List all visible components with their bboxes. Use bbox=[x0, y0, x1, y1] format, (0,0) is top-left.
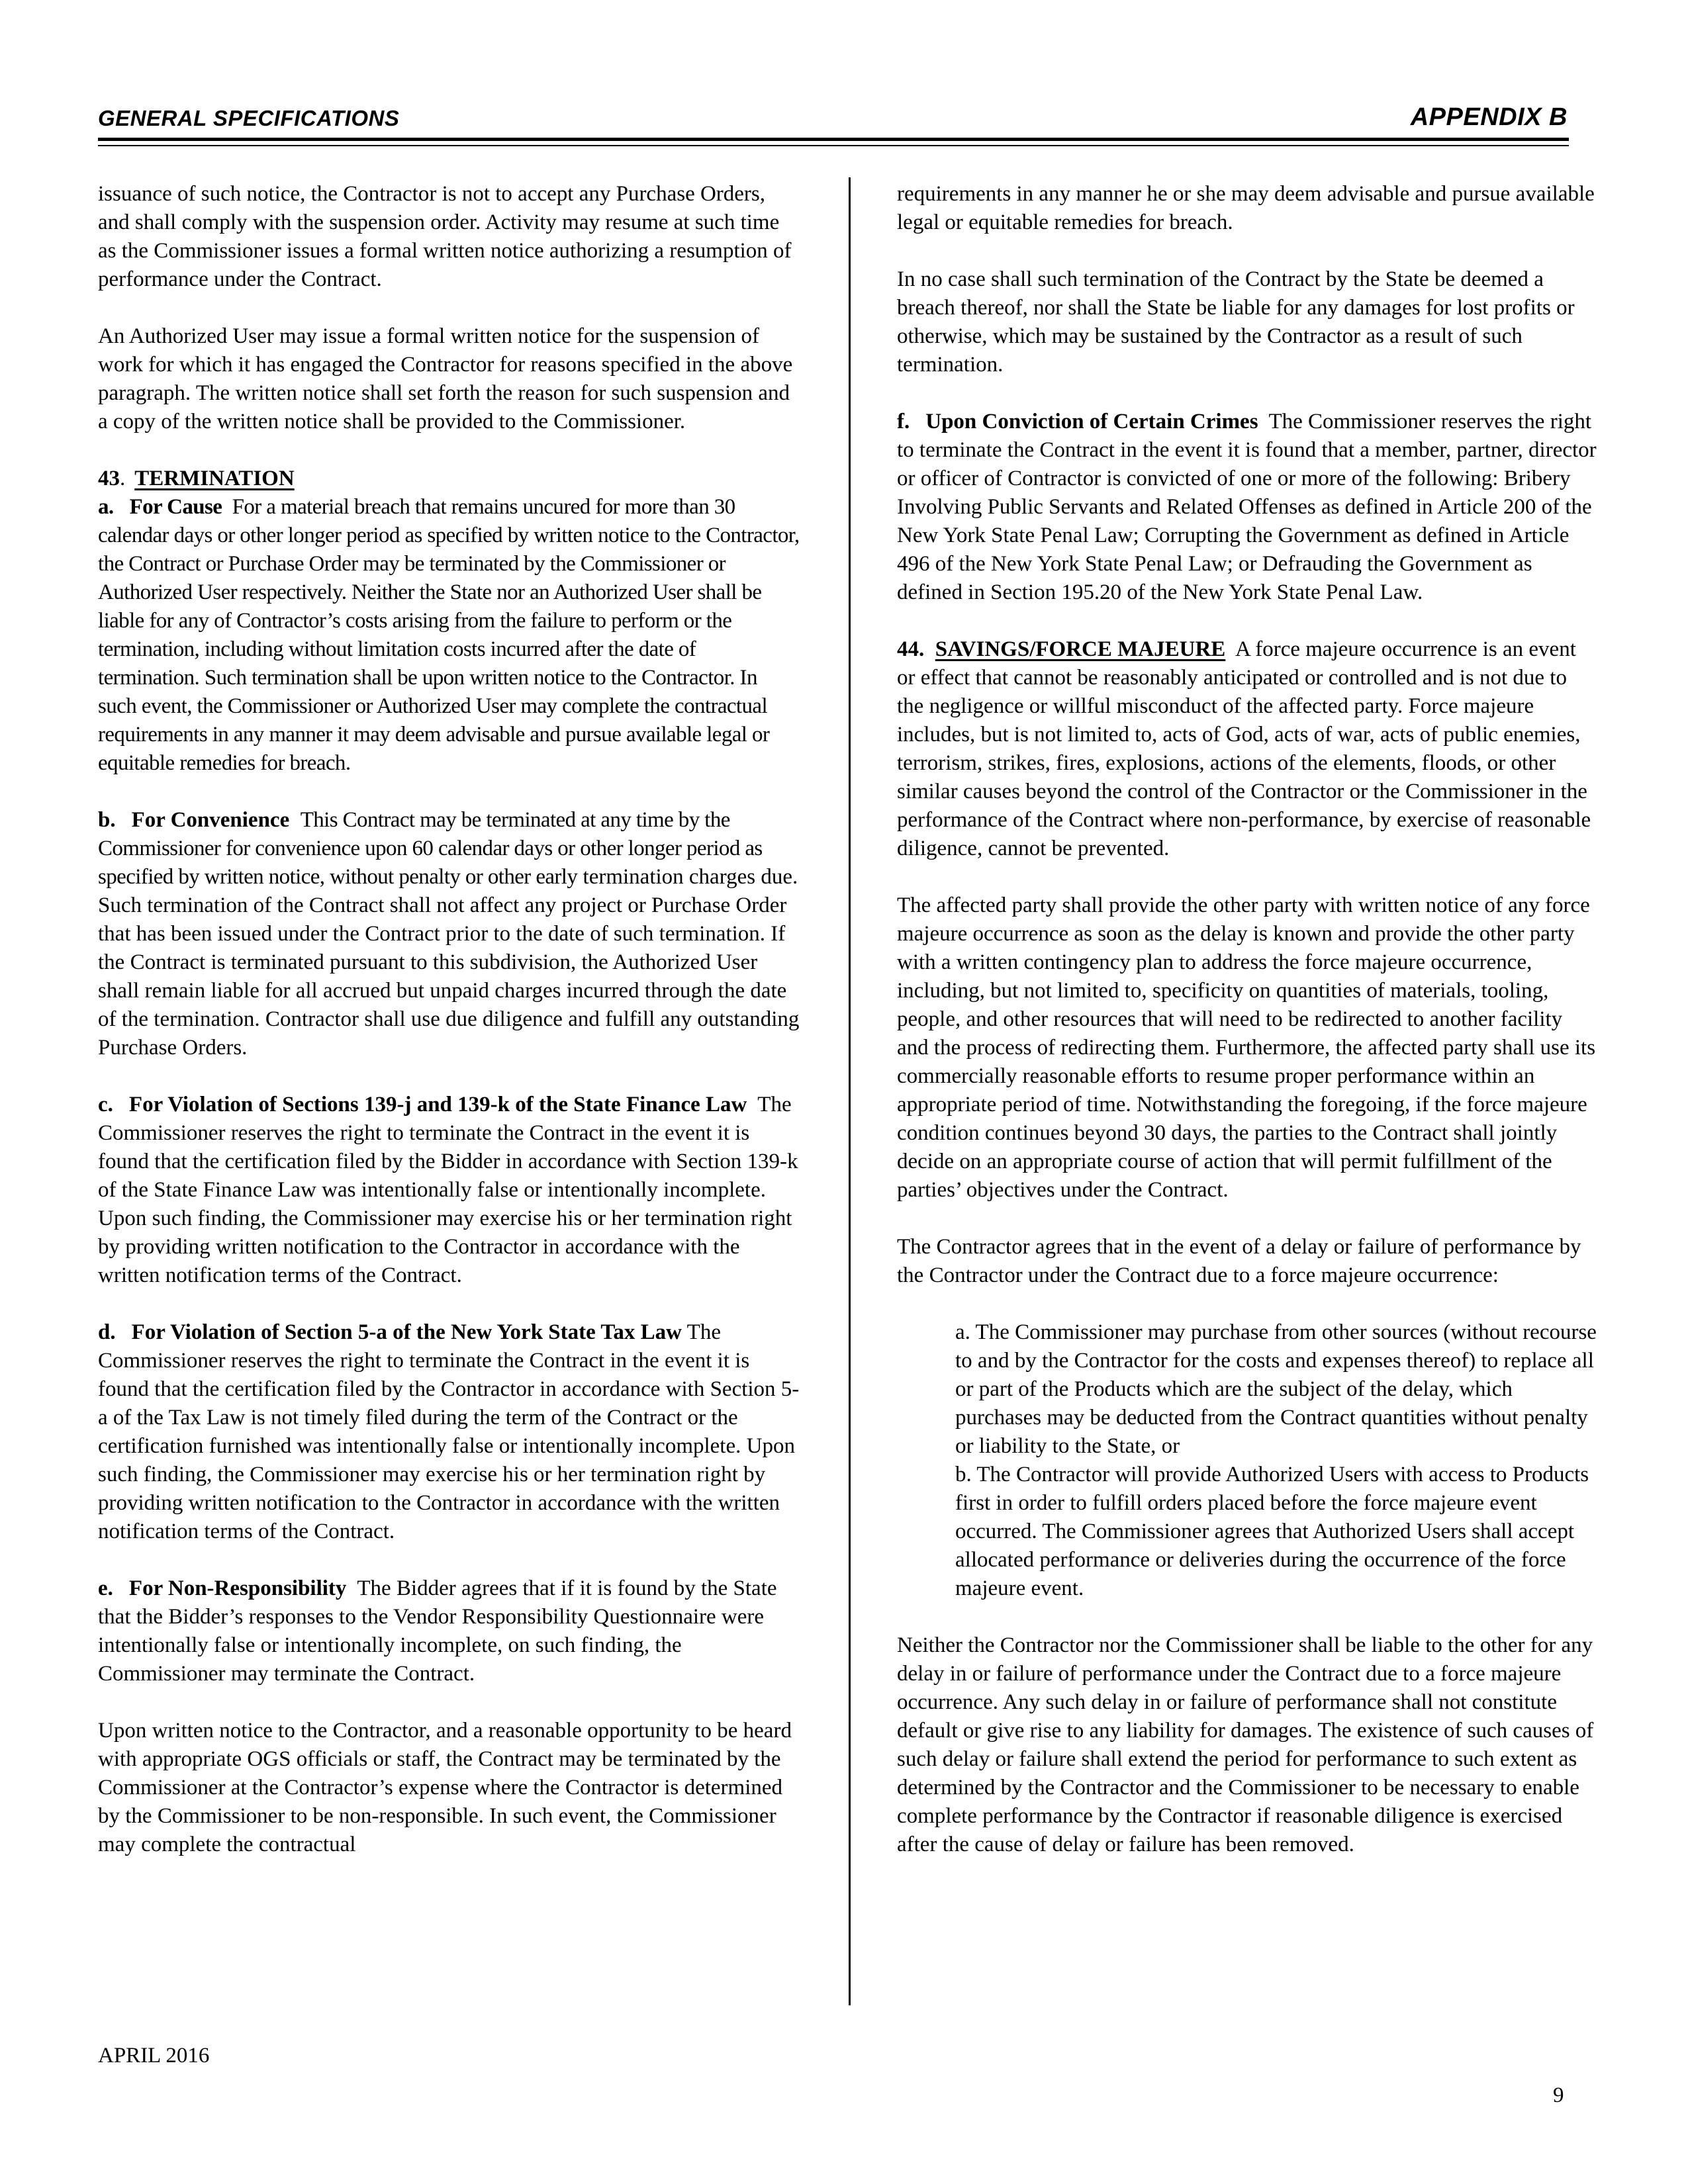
clause-label: d. bbox=[98, 1320, 116, 1344]
page-header bbox=[98, 103, 1568, 138]
header-rule-thin bbox=[98, 145, 1569, 146]
clause-text: The Commissioner reserves the right to terminate the Contract in the event it is found that a member, partner, director or officer of Contractor is convicted of one or more of the following: Bribery Involving Public Servants and Related Offenses as defined in Article 200 of the New York State Penal Law; Corrupting the Government as defined in Article 496 of the New York State Penal Law; or Defrauding the Government as defined in Section 195.20 of the New York State Penal Law. bbox=[897, 410, 1597, 604]
section-title: TERMINATION bbox=[134, 467, 295, 490]
clause-f bbox=[897, 408, 1599, 607]
paragraph: An Authorized User may issue a formal written notice for the suspension of work for which it has engaged the Contractor for reasons specified in the above paragraph. The written notice shall set forth the reason for such suspension and a copy of the written notice shall be provided to the Commissioner. bbox=[98, 324, 793, 433]
clause-text: The Commissioner reserves the right to terminate the Contract in the event it is found that the certification filed by the Bidder in accordance with Section 139-k of the State Finance Law was intentionally false or intentionally incomplete. Upon such finding, the Commissioner may exercise his or her termination right by providing written notification to the Contractor in accordance with the written notification terms of the Contract. bbox=[98, 1093, 798, 1287]
clause-label: f. bbox=[897, 410, 910, 433]
paragraph: The Contractor agrees that in the event of a delay or failure of performance by the Contractor under the Contract due to a force majeure occurrence: bbox=[897, 1235, 1581, 1287]
left-column bbox=[98, 180, 800, 1888]
clause-label: b. bbox=[98, 808, 116, 832]
clause-label: c. bbox=[98, 1093, 113, 1116]
clause-title: For Non-Responsibility bbox=[128, 1576, 347, 1600]
section-number: 43 bbox=[98, 467, 120, 490]
clause-label: a. bbox=[98, 495, 114, 519]
clause-b bbox=[98, 806, 800, 1062]
paragraph: requirements in any manner he or she may deem advisable and pursue available legal or equitable remedies for breach. bbox=[897, 182, 1595, 234]
section-44 bbox=[897, 635, 1599, 863]
paragraph: In no case shall such termination of the Contract by the State be deemed a breach thereof, nor shall the State be liable for any damages for lost profits or otherwise, which may be sustained by the Contractor as a result of such termination. bbox=[897, 267, 1575, 377]
subclause-b: b. The Contractor will provide Authorized Users with access to Products first in order to fulfill orders placed before the force majeure event occurred. The Commissioner agrees that Authorized Users shall accept allocated performance or deliveries during the occurrence of the force majeure event. bbox=[955, 1463, 1589, 1600]
clause-title: For Violation of Sections 139-j and 139-k of the State Finance Law bbox=[128, 1093, 747, 1116]
clause-d bbox=[98, 1318, 800, 1546]
section-heading-43: 43. TERMINATION bbox=[98, 467, 295, 490]
clause-title: For Cause bbox=[129, 495, 222, 519]
header-rule-thick bbox=[98, 138, 1569, 141]
clause-text: For a material breach that remains uncured for more than 30 calendar days or other longer period as specified by written notice to the Contractor, the Contract or Purchase Order may be terminated by the Commissioner or Authorized User respectively. Neither the State nor an Authorized User shall be liable for any of Contractor’s costs arising from the failure to perform or the termination, including without limitation costs incurred after the date of termination. Such termination shall be upon written notice to the Contractor. In such event, the Commissioner or Authorized User may complete the contractual requirements in any manner it may deem advisable and pursue available legal or equitable remedies for breach. bbox=[98, 495, 800, 775]
right-column bbox=[897, 180, 1599, 1888]
clause-label: e. bbox=[98, 1576, 113, 1600]
header-title: GENERAL SPECIFICATIONS bbox=[98, 106, 400, 130]
paragraph: The affected party shall provide the other party with written notice of any force majeure occurrence as soon as the delay is known and provide the other party with a written contingency plan to address the force majeure occurrence, including, but not limited to, specificity on quantities of materials, tooling, people, and other resources that will need to be redirected to another facility and the process of redirecting them. Furthermore, the affected party shall use its commercially reasonable efforts to resume proper performance within an appropriate period of time. Notwithstanding the foregoing, if the force majeure condition continues beyond 30 days, the parties to the Contract shall jointly decide on an appropriate course of action that will permit fulfillment of the parties’ objectives under the Contract. bbox=[897, 893, 1596, 1202]
clause-text: termination charges due. Such termination of the Contract shall not affect any project or Purchase Order that has been issued under the Contract prior to the date of such termination. If the Contract is terminated pursuant to this subdivision, the Authorized User shall remain liable for all accrued but unpaid charges incurred through the date of the termination. Contractor shall use due diligence and fulfill any outstanding Purchase Orders. bbox=[98, 865, 800, 1060]
footer-date: APRIL 2016 bbox=[98, 2044, 210, 2068]
clause-text: The Commissioner reserves the right to terminate the Contract in the event it is found that the certification filed by the Contractor in accordance with Section 5-a of the Tax Law is not timely filed during the term of the Contract or the certification furnished was intentionally false or intentionally incomplete. Upon such finding, the Commissioner may exercise his or her termination right by providing written notification to the Contractor in accordance with the written notification terms of the Contract. bbox=[98, 1320, 800, 1543]
clause-a bbox=[98, 493, 800, 778]
paragraph: Upon written notice to the Contractor, and a reasonable opportunity to be heard with appropriate OGS officials or staff, the Contract may be terminated by the Commissioner at the Contractor’s expense where the Contractor is determined by the Commissioner to be non-responsible. In such event, the Commissioner may complete the contractual bbox=[98, 1719, 792, 1856]
clause-title: For Convenience bbox=[131, 808, 290, 832]
clause-text: This Contract may be terminated at any time by the Commissioner for convenience upon 60 calendar days or other longer period as specified by written notice, without penalty or other early bbox=[98, 808, 763, 889]
header-appendix: APPENDIX B bbox=[1410, 103, 1568, 131]
column-divider bbox=[849, 177, 851, 2005]
clause-title: For Violation of Section 5-a of the New York State Tax Law bbox=[131, 1320, 682, 1344]
clause-text: The Bidder agrees that if it is found by the State that the Bidder’s responses to the Vendor Responsibility Questionnaire were intentionally false or intentionally incomplete, on such finding, the Commissioner may terminate the Contract. bbox=[98, 1576, 777, 1686]
paragraph: Neither the Contractor nor the Commissioner shall be liable to the other for any delay in or failure of performance under the Contract due to a force majeure occurrence. Any such delay in or failure of performance shall not constitute default or give rise to any liability for damages. The existence of such causes of such delay or failure shall extend the period for performance to such extent as determined by the Contractor and the Commissioner to be necessary to enable complete performance by the Contractor if reasonable diligence is exercised after the cause of delay or failure has been removed. bbox=[897, 1633, 1594, 1856]
clause-title: Upon Conviction of Certain Crimes bbox=[925, 410, 1258, 433]
clause-e bbox=[98, 1574, 800, 1688]
section-number: 44. bbox=[897, 637, 925, 661]
section-title: SAVINGS/FORCE MAJEURE bbox=[935, 637, 1226, 661]
section-text: A force majeure occurrence is an event or effect that cannot be reasonably anticipated or controlled and is not due to the negligence or willful misconduct of the affected party. Force majeure includes, but is not limited to, acts of God, acts of war, acts of public enemies, terrorism, strikes, fires, explosions, actions of the elements, floods, or other similar causes beyond the control of the Contractor or the Commissioner in the performance of the Contract where non-performance, by exercise of reasonable diligence, cannot be prevented. bbox=[897, 637, 1591, 860]
paragraph: issuance of such notice, the Contractor is not to accept any Purchase Orders, and shall comply with the suspension order. Activity may resume at such time as the Commissioner issues a formal written notice authorizing a resumption of performance under the Contract. bbox=[98, 182, 792, 291]
subclause-a: a. The Commissioner may purchase from other sources (without recourse to and by the Contractor for the costs and expenses thereof) to replace all or part of the Products which are the subject of the delay, which purchases may be deducted from the Contract quantities without penalty or liability to the State, or bbox=[955, 1320, 1597, 1458]
clause-c bbox=[98, 1091, 800, 1290]
page-number: 9 bbox=[1553, 2083, 1564, 2107]
